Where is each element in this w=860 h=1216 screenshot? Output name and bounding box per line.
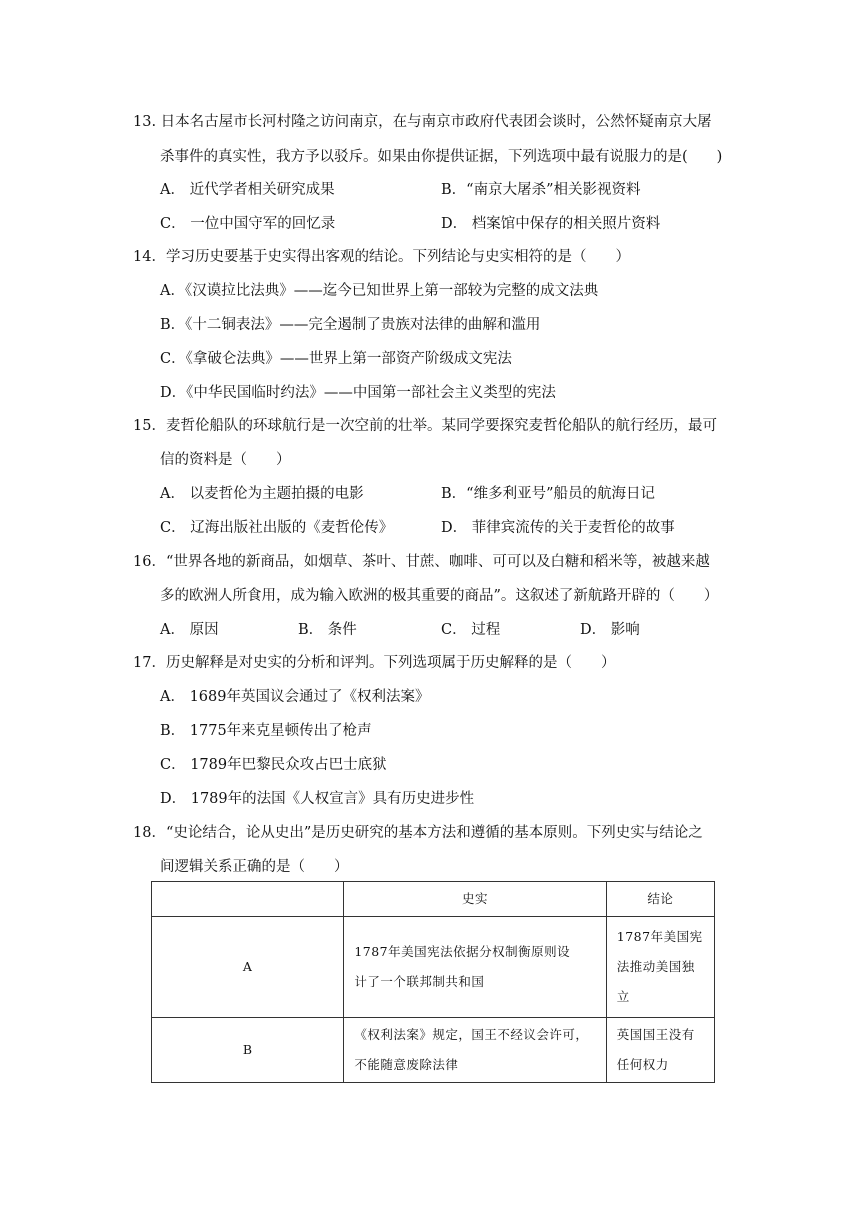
question-14-stem-line-1: 14．学习历史要基于史实得出客观的结论。下列结论与史实相符的是（ ） — [133, 249, 630, 265]
question-15-option-c: C． 辽海出版社出版的《麦哲伦传》 — [160, 520, 394, 536]
question-13-option-a: A． 近代学者相关研究成果 — [160, 182, 335, 198]
question-16-stem-line-2: 多的欧洲人所食用，成为输入欧洲的极其重要的商品”。这叙述了新航路开辟的（ ） — [160, 588, 719, 604]
row-a-label: A — [152, 917, 344, 1018]
row-a-conclusion-line-3: 立 — [616, 989, 630, 1004]
row-b-fact-line-2: 不能随意废除法律 — [354, 1057, 459, 1072]
question-13-stem-line-1: 13. 日本名古屋市长河村隆之访问南京，在与南京市政府代表团会谈时，公然怀疑南京大屠 — [133, 114, 712, 130]
table-row — [152, 1018, 715, 1083]
question-15-stem-line-1: 15．麦哲伦船队的环球航行是一次空前的壮举。某同学要探究麦哲伦船队的航行经历，最可 — [133, 418, 717, 434]
question-16-option-b: B． 条件 — [298, 622, 357, 638]
question-17-option-a: A． 1689年英国议会通过了《权利法案》 — [160, 689, 430, 705]
row-b-conclusion-line-2: 任何权力 — [616, 1057, 669, 1072]
row-a-fact — [344, 917, 606, 1018]
question-18-stem-line-2: 间逻辑关系正确的是（ ） — [160, 859, 349, 875]
question-16-stem-line-1: 16．“世界各地的新商品，如烟草、茶叶、甘蔗、咖啡、可可以及白糖和稻米等，被越来越 — [133, 554, 710, 570]
question-14-option-a: A．《汉谟拉比法典》——迄今已知世界上第一部较为完整的成文法典 — [160, 283, 599, 299]
question-16-option-a: A． 原因 — [160, 622, 219, 638]
row-b-conclusion-line-1: 英国国王没有 — [616, 1027, 695, 1042]
question-18-stem-line-1: 18．“史论结合，论从史出”是历史研究的基本方法和遵循的基本原则。下列史实与结论之 — [133, 825, 703, 841]
question-15-option-d: D． 菲律宾流传的关于麦哲伦的故事 — [441, 520, 675, 536]
row-b-fact — [344, 1018, 606, 1083]
question-13-option-d: D． 档案馆中保存的相关照片资料 — [441, 216, 661, 232]
table-row — [152, 917, 715, 1018]
question-18-table — [151, 881, 715, 1083]
question-15-option-b: B．“维多利亚号”船员的航海日记 — [441, 486, 655, 502]
question-16-option-c: C． 过程 — [441, 622, 501, 638]
question-17-option-c: C． 1789年巴黎民众攻占巴士底狱 — [160, 757, 387, 773]
row-a-conclusion — [606, 917, 714, 1018]
table-header-blank — [152, 882, 344, 917]
question-14-option-b: B．《十二铜表法》——完全遏制了贵族对法律的曲解和滥用 — [160, 317, 541, 333]
table-header-fact: 史实 — [344, 882, 606, 917]
question-13-stem-line-2: 杀事件的真实性，我方予以驳斥。如果由你提供证据，下列选项中最有说服力的是( ) — [160, 149, 723, 165]
row-b-fact-line-1: 《权利法案》规定，国王不经议会许可， — [354, 1027, 589, 1042]
question-14-option-d: D．《中华民国临时约法》——中国第一部社会主义类型的宪法 — [160, 385, 556, 401]
table-header-conclusion: 结论 — [606, 882, 714, 917]
question-13-option-b: B．“南京大屠杀”相关影视资料 — [441, 182, 641, 198]
row-b-conclusion — [606, 1018, 714, 1083]
question-17-option-d: D． 1789年的法国《人权宣言》具有历史进步性 — [160, 791, 475, 807]
question-15-stem-line-2: 信的资料是（ ） — [160, 452, 291, 468]
question-14-option-c: C．《拿破仑法典》——世界上第一部资产阶级成文宪法 — [160, 351, 512, 367]
table-header-row — [152, 882, 715, 917]
question-13-option-c: C． 一位中国守军的回忆录 — [160, 216, 336, 232]
row-a-fact-line-1: 1787年美国宪法依据分权制衡原则设 — [354, 944, 571, 959]
row-a-conclusion-line-1: 1787年美国宪 — [616, 929, 703, 944]
row-a-conclusion-line-2: 法推动美国独 — [616, 959, 695, 974]
row-b-label: B — [152, 1018, 344, 1083]
question-17-stem-line-1: 17．历史解释是对史实的分析和评判。下列选项属于历史解释的是（ ） — [133, 655, 616, 671]
question-15-option-a: A． 以麦哲伦为主题拍摄的电影 — [160, 486, 364, 502]
question-17-option-b: B． 1775年来克星顿传出了枪声 — [160, 723, 372, 739]
row-a-fact-line-2: 计了一个联邦制共和国 — [354, 974, 485, 989]
question-16-option-d: D． 影响 — [580, 622, 640, 638]
